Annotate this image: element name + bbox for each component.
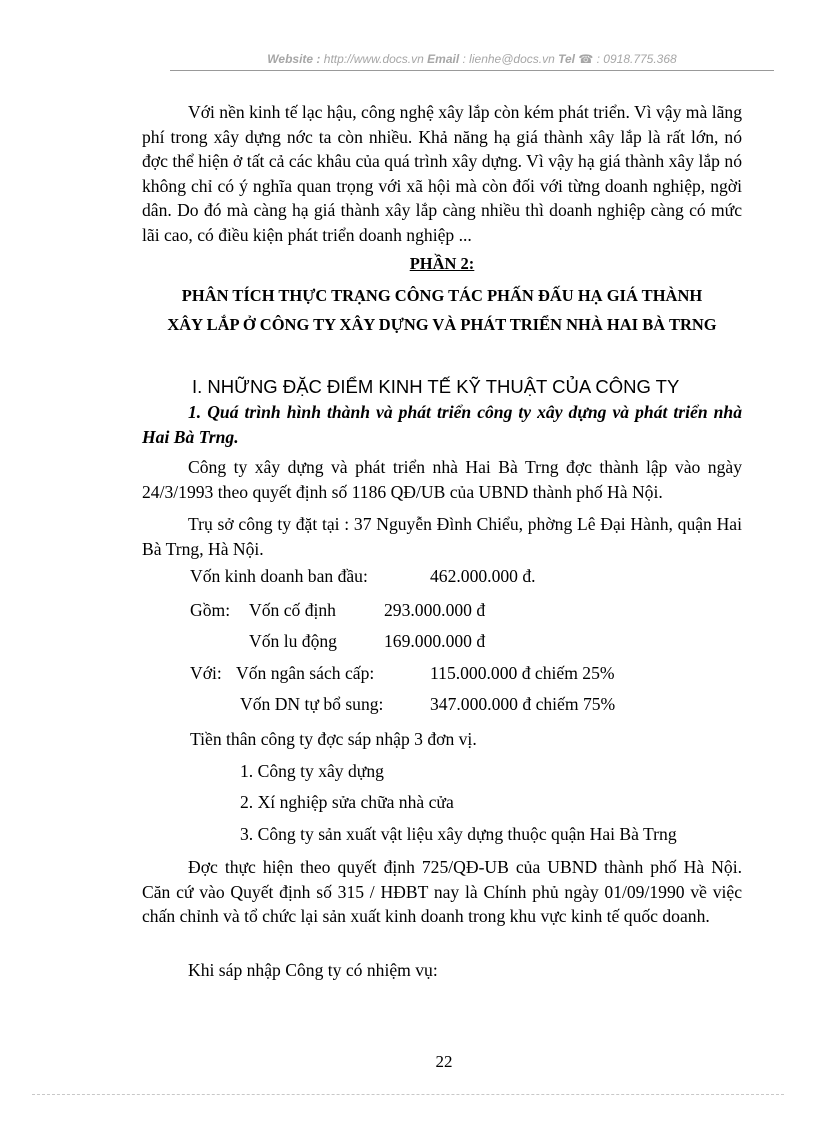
founding-paragraph: Công ty xây dựng và phát triển nhà Hai Bà Trng đợc thành lập vào ngày 24/3/1993 theo quyết định số 1186 QĐ/UB của UBND thành phố Hà Nội. xyxy=(142,457,742,502)
email-label: Email xyxy=(427,52,460,66)
list-item: 1. Công ty xây dựng xyxy=(240,761,384,781)
budget-capital-value: 115.000.000 đ chiếm 25% xyxy=(430,663,615,683)
fixed-capital-value: 293.000.000 đ xyxy=(384,600,486,620)
decision-paragraph: Đợc thực hiện theo quyết định 725/QĐ-UB của UBND thành phố Hà Nội. Căn cứ vào Quyết định số 315 / HĐBT nay là Chính phủ ngày 01/09/1990 về việc chấn chỉnh và tổ chức lại sản xuất kinh doanh trong khu vực kinh tế quốc doanh. xyxy=(142,857,742,926)
working-capital-label: Vốn lu động xyxy=(249,631,337,651)
subsection-heading: 1. Quá trình hình thành và phát triển công ty xây dựng và phát triển nhà Hai Bà Trng. xyxy=(142,402,742,447)
footer-divider xyxy=(32,1094,784,1095)
list-item: 3. Công ty sản xuất vật liệu xây dựng thuộc quận Hai Bà Trng xyxy=(240,824,677,844)
page-header xyxy=(170,52,774,66)
fixed-capital-label: Vốn cố định xyxy=(249,600,336,620)
part-title-line-1: PHÂN TÍCH THỰC TRẠNG CÔNG TÁC PHẤN ĐẤU HẠ GIÁ THÀNH xyxy=(181,286,703,305)
header-divider xyxy=(170,70,774,71)
email-address[interactable]: : lienhe@docs.vn xyxy=(462,52,555,66)
working-capital-value: 169.000.000 đ xyxy=(384,631,486,651)
self-capital-label: Vốn DN tự bổ sung: xyxy=(240,694,384,714)
budget-capital-label: Vốn ngân sách cấp: xyxy=(236,663,375,683)
tel-number: : 0918.775.368 xyxy=(596,52,677,66)
predecessor-intro: Tiền thân công ty đợc sáp nhập 3 đơn vị. xyxy=(190,729,477,749)
page-number: 22 xyxy=(435,1052,453,1071)
tasks-paragraph: Khi sáp nhập Công ty có nhiệm vụ: xyxy=(188,960,438,980)
self-capital-value: 347.000.000 đ chiếm 75% xyxy=(430,694,616,714)
initial-capital-label: Vốn kinh doanh ban đầu: xyxy=(190,566,368,586)
website-url[interactable]: http://www.docs.vn xyxy=(323,52,424,66)
tel-label: Tel ☎ xyxy=(558,52,594,66)
website-label: Website : xyxy=(267,52,321,66)
intro-paragraph: Với nền kinh tế lạc hậu, công nghệ xây lắp còn kém phát triển. Vì vậy mà lãng phí trong xây dựng nớc ta còn nhiều. Khả năng hạ giá thành xây lắp là rất lớn, nó đợc thể hiện ở tất cả các khâu của quá trình xây dựng. Vì vậy hạ giá thành xây lắp nó không chỉ có ý nghĩa quan trọng với xã hội mà còn đối với từng doanh nghiệp, ngời dân. Do đó mà càng hạ giá thành xây lắp càng nhiều thì doanh nghiệp càng có mức lãi cao, có điều kiện phát triển doanh nghiệp ... xyxy=(142,102,742,245)
part-title-line-2: XÂY LẮP Ở CÔNG TY XÂY DỰNG VÀ PHÁT TRIỂN NHÀ HAI BÀ TRNG xyxy=(167,315,717,334)
with-label: Với: xyxy=(190,663,222,683)
office-paragraph: Trụ sở công ty đặt tại : 37 Nguyễn Đình Chiểu, phờng Lê Đại Hành, quận Hai Bà Trng, Hà Nội. xyxy=(142,514,742,559)
list-item: 2. Xí nghiệp sửa chữa nhà cửa xyxy=(240,792,454,812)
section-heading: I. NHỮNG ĐẶC ĐIỂM KINH TẾ KỸ THUẬT CỦA CÔNG TY xyxy=(192,376,680,397)
initial-capital-value: 462.000.000 đ. xyxy=(430,566,536,586)
part-heading: PHẦN 2: xyxy=(409,254,475,273)
includes-label: Gồm: xyxy=(190,600,231,620)
